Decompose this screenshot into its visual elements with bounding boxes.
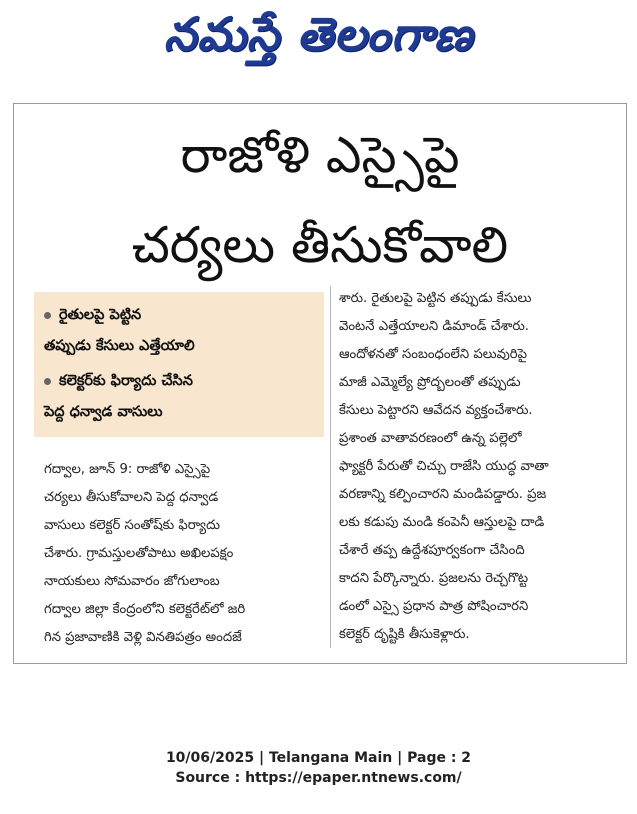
body-line: వాసులు కలెక్టర్ సంతోష్‌కు ఫిర్యాదు	[44, 518, 220, 533]
highlight-item	[44, 331, 195, 362]
footer-source-link[interactable]: Source : https://epaper.ntnews.com/	[175, 770, 462, 786]
body-line: కేసులు పెట్టారని ఆవేదన వ్యక్తంచేశారు.	[339, 403, 533, 418]
masthead	[0, 0, 637, 80]
body-line: చేశారు. గ్రామస్తులతోపాటు అఖిలపక్షం	[44, 546, 234, 561]
body-line: డంలో ఎస్సై ప్రధాన పాత్ర పోషించారని	[339, 599, 529, 614]
footer-date-edition: 10/06/2025 | Telangana Main | Page : 2	[165, 750, 472, 766]
article-headline	[14, 110, 626, 290]
body-line: ప్రశాంత వాతావరణంలో ఉన్న పల్లెలో	[339, 431, 522, 446]
bullet-icon	[44, 378, 51, 385]
body-line: నాయకులు సోమవారం జోగులాంబ	[44, 574, 220, 589]
highlights-box	[34, 292, 324, 437]
body-line: ఫ్యాక్టరీ పేరుతో చిచ్చు రాజేసి యుద్ధ వాతా	[339, 459, 549, 474]
body-line: లకు కడుపు మండి కంపెనీ ఆస్తులపై దాడి	[339, 515, 545, 530]
body-line: వరణాన్ని కల్పించారని మండిపడ్డారు. ప్రజ	[339, 487, 547, 502]
highlight-item	[44, 366, 193, 397]
column-divider	[330, 286, 331, 648]
highlight-item	[44, 300, 141, 331]
bullet-icon	[44, 312, 51, 319]
headline-line-2: చర్యలు తీసుకోవాలి	[131, 216, 509, 274]
article-column-right	[339, 285, 619, 649]
highlight-line: కలెక్టర్‌కు ఫిర్యాదు చేసిన	[59, 373, 193, 389]
body-line: కలెక్టర్ దృష్టికి తీసుకెళ్లారు.	[339, 627, 470, 642]
body-line: చేశారే తప్ప ఉద్దేశపూర్వకంగా చేసింది	[339, 543, 525, 558]
body-line: ఆందోళనతో సంబంధంలేని పలువురిపై	[339, 347, 527, 362]
body-line: చర్యలు తీసుకోవాలని పెద్ద ధన్వాడ	[44, 490, 219, 505]
source-footer	[0, 748, 637, 788]
highlight-line: తప్పుడు కేసులు ఎత్తేయాలి	[44, 338, 195, 354]
highlight-line: పెద్ద ధన్వాడ వాసులు	[44, 404, 163, 420]
newspaper-logo-title: నమస్తే తెలంగాణ	[163, 7, 474, 61]
article-column-left	[44, 456, 322, 652]
body-line: గద్వాల, జూన్ 9: రాజోళి ఎస్సైపై	[44, 462, 211, 477]
highlight-item	[44, 397, 163, 428]
body-line: గిన ప్రజావాణికి వెళ్లి వినతిపత్రం అందజే	[44, 630, 242, 645]
highlight-line: రైతులపై పెట్టిన	[59, 307, 142, 323]
news-clipping	[13, 103, 627, 664]
body-line: శారు. రైతులపై పెట్టిన తప్పుడు కేసులు	[339, 291, 532, 306]
body-line: గద్వాల జిల్లా కేంద్రంలోని కలెక్టరేట్‌లో జరి	[44, 602, 246, 617]
body-line: వెంటనే ఎత్తేయాలని డిమాండ్ చేశారు.	[339, 319, 529, 334]
body-line: కాదని పేర్కొన్నారు. ప్రజలను రెచ్చగొట్ట	[339, 571, 529, 586]
headline-line-1: రాజోళి ఎస్సైపై	[180, 126, 460, 184]
body-line: మాజీ ఎమ్మెల్యే ప్రోద్బలంతో తప్పుడు	[339, 375, 521, 390]
